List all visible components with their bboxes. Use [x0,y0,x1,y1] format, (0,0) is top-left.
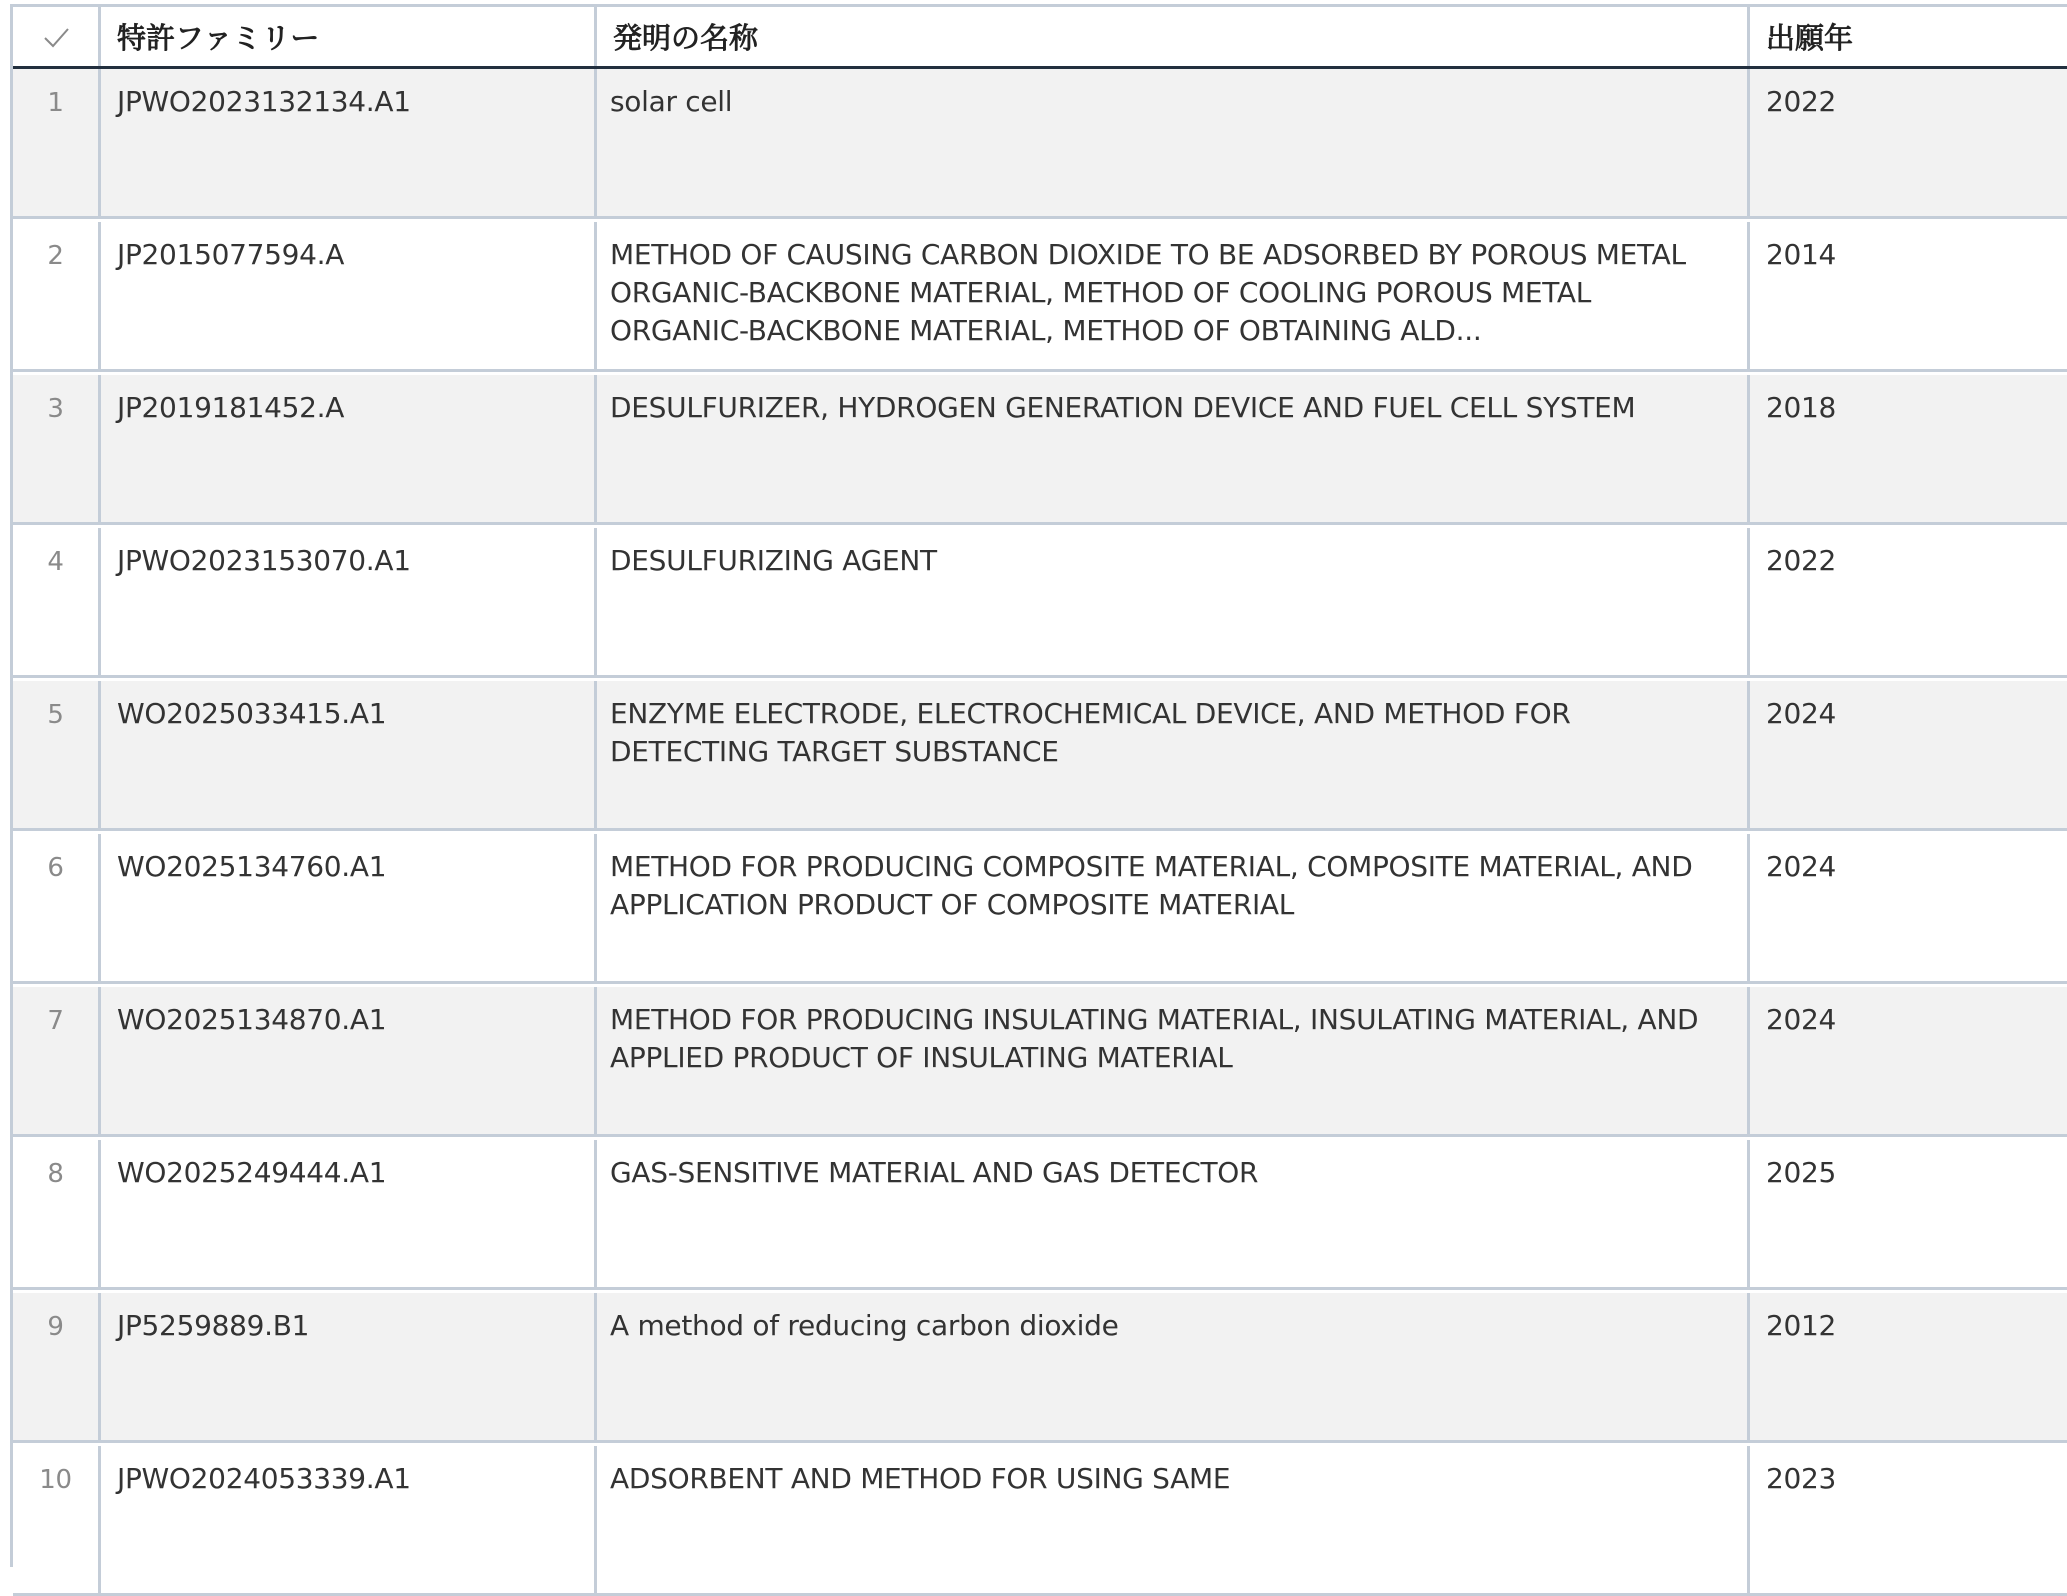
row-index: 4 [13,528,101,675]
filing-year-cell: 2022 [1766,85,1837,118]
patent-family-cell: WO2025134870.A1 [101,987,597,1134]
filing-year-cell: 2012 [1766,1309,1837,1342]
column-header-title[interactable]: 発明の名称 [597,7,1750,66]
filing-year-cell: 2014 [1766,238,1837,271]
invention-title-cell: ADSORBENT AND METHOD FOR USING SAME [597,1446,1750,1593]
table-row[interactable] [13,222,2067,372]
invention-title-cell: solar cell [597,69,1750,216]
patent-family-cell: WO2025033415.A1 [101,681,597,828]
filing-year-cell: 2023 [1766,1462,1837,1495]
invention-title-cell: ENZYME ELECTRODE, ELECTROCHEMICAL DEVICE, AND METHOD FOR DETECTING TARGET SUBSTANCE [597,681,1750,828]
patent-family-cell: WO2025249444.A1 [101,1140,597,1287]
row-index: 9 [13,1293,101,1440]
patent-table [10,4,2067,1567]
invention-title-cell: METHOD FOR PRODUCING INSULATING MATERIAL, INSULATING MATERIAL, AND APPLIED PRODUCT OF INSULATING MATERIAL [597,987,1750,1134]
column-header-year[interactable]: 出願年 [1766,21,1854,55]
table-row[interactable] [13,681,2067,831]
filing-year-cell: 2024 [1766,850,1837,883]
patent-family-cell: JPWO2024053339.A1 [101,1446,597,1593]
invention-title-cell: METHOD FOR PRODUCING COMPOSITE MATERIAL, COMPOSITE MATERIAL, AND APPLICATION PRODUCT OF COMPOSITE MATERIAL [597,834,1750,981]
filing-year-cell: 2024 [1766,1003,1837,1036]
filing-year-cell: 2018 [1766,391,1837,424]
table-row[interactable] [13,69,2067,219]
row-index: 2 [13,222,101,369]
table-row[interactable] [13,1293,2067,1443]
select-all-checkbox[interactable] [13,7,101,66]
row-index: 10 [13,1446,101,1593]
row-index: 6 [13,834,101,981]
filing-year-cell: 2022 [1766,544,1837,577]
row-index: 1 [13,69,101,216]
invention-title-cell: DESULFURIZING AGENT [597,528,1750,675]
invention-title-cell: METHOD OF CAUSING CARBON DIOXIDE TO BE ADSORBED BY POROUS METAL ORGANIC-BACKBONE MATERIAL, METHOD OF COOLING POROUS METAL ORGANIC-BACKBONE MATERIAL, METHOD OF OBTAINING ALD... [597,222,1750,369]
patent-family-cell: JPWO2023153070.A1 [101,528,597,675]
table-row[interactable] [13,834,2067,984]
filing-year-cell: 2025 [1766,1156,1837,1189]
invention-title-cell: DESULFURIZER, HYDROGEN GENERATION DEVICE AND FUEL CELL SYSTEM [597,375,1750,522]
row-index: 7 [13,987,101,1134]
table-row[interactable] [13,528,2067,678]
patent-family-cell: JPWO2023132134.A1 [101,69,597,216]
invention-title-cell: GAS-SENSITIVE MATERIAL AND GAS DETECTOR [597,1140,1750,1287]
patent-family-cell: JP2015077594.A [101,222,597,369]
table-row[interactable] [13,987,2067,1137]
table-row[interactable] [13,1140,2067,1290]
patent-family-cell: JP5259889.B1 [101,1293,597,1440]
table-row[interactable] [13,1446,2067,1596]
row-index: 8 [13,1140,101,1287]
table-header [13,7,2067,69]
row-index: 5 [13,681,101,828]
table-row[interactable] [13,375,2067,525]
filing-year-cell: 2024 [1766,697,1837,730]
check-icon [41,22,71,52]
patent-family-cell: WO2025134760.A1 [101,834,597,981]
invention-title-cell: A method of reducing carbon dioxide [597,1293,1750,1440]
patent-family-cell: JP2019181452.A [101,375,597,522]
column-header-family[interactable]: 特許ファミリー [101,7,597,66]
row-index: 3 [13,375,101,522]
